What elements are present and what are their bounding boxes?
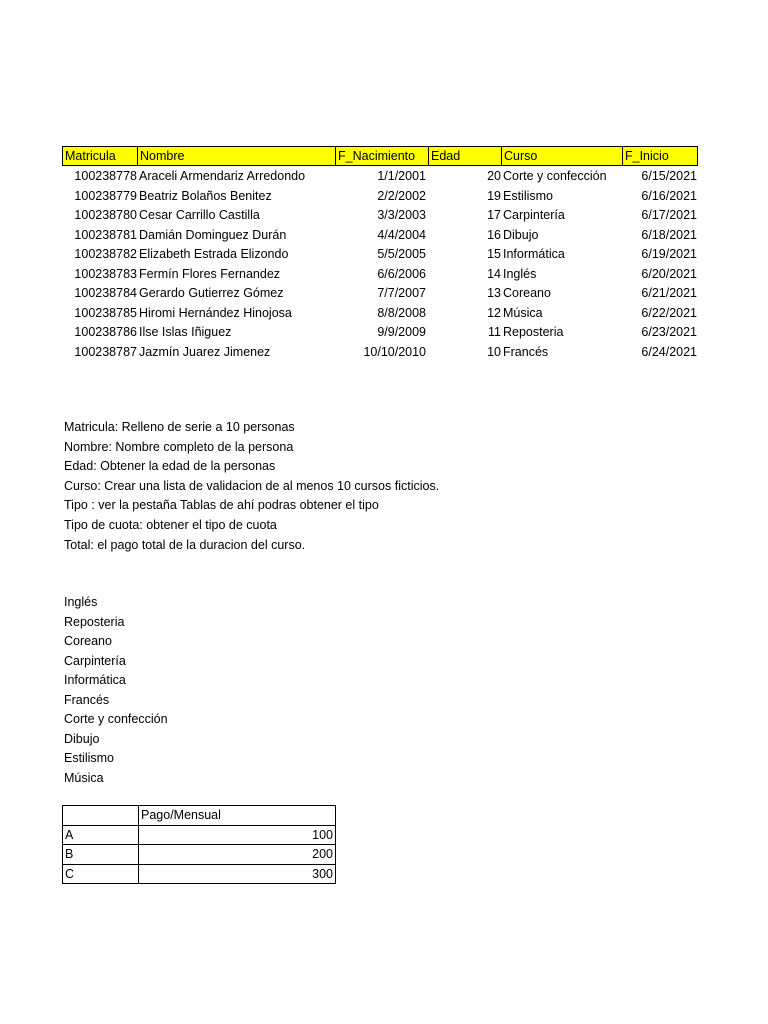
cell-edad[interactable]: 19: [487, 188, 501, 203]
note-line[interactable]: Curso: Crear una lista de validacion de al menos 10 cursos ficticios.: [64, 478, 440, 493]
cell-nombre[interactable]: Fermín Flores Fernandez: [139, 266, 281, 281]
cell-f-inicio[interactable]: 6/19/2021: [641, 247, 697, 261]
note-line[interactable]: Edad: Obtener la edad de la personas: [64, 459, 276, 474]
payment-row: [63, 845, 336, 865]
cell-f-inicio[interactable]: 6/24/2021: [641, 344, 697, 359]
cell-nombre[interactable]: Beatriz Bolaños Benitez: [139, 188, 272, 203]
cell-nombre[interactable]: Ilse Islas Iñiguez: [139, 325, 232, 339]
note-line[interactable]: Matricula: Relleno de serie a 10 personas: [64, 420, 295, 434]
payment-header-row: [63, 806, 336, 826]
cell-nombre[interactable]: Araceli Armendariz Arredondo: [139, 169, 306, 183]
table-row: [62, 206, 698, 226]
header-curso[interactable]: Curso: [502, 147, 623, 165]
cell-matricula[interactable]: 100238787: [74, 344, 137, 359]
table-row: [62, 187, 698, 207]
course-list: [64, 593, 168, 788]
course-item[interactable]: Estilismo: [64, 751, 115, 765]
cell-matricula[interactable]: 100238785: [74, 305, 137, 320]
cell-matricula[interactable]: 100238780: [74, 208, 137, 222]
course-item[interactable]: Reposteria: [64, 614, 125, 629]
table-row: [62, 265, 698, 285]
table-header-row: [62, 146, 698, 166]
instructions: [64, 418, 439, 555]
cell-matricula[interactable]: 100238786: [74, 325, 137, 339]
cell-curso[interactable]: Informática: [503, 247, 565, 261]
note-line[interactable]: Tipo de cuota: obtener el tipo de cuota: [64, 517, 277, 532]
header-f-inicio[interactable]: F_Inicio: [625, 149, 669, 163]
cell-edad[interactable]: 15: [487, 247, 501, 261]
cell-curso[interactable]: Corte y confección: [503, 169, 607, 183]
payment-row: [63, 825, 336, 845]
header-edad[interactable]: Edad: [429, 147, 502, 165]
cell-edad[interactable]: 16: [487, 227, 501, 242]
cell-f-nacimiento[interactable]: 10/10/2010: [363, 344, 426, 359]
note-line[interactable]: Tipo : ver la pestaña Tablas de ahí podras obtener el tipo: [64, 498, 379, 513]
cell-matricula[interactable]: 100238784: [74, 286, 137, 300]
table-row: [62, 304, 698, 324]
cell-matricula[interactable]: 100238781: [74, 227, 137, 242]
cell-nombre[interactable]: Elizabeth Estrada Elizondo: [139, 247, 289, 261]
table-row: [62, 323, 698, 343]
cell-f-nacimiento[interactable]: 8/8/2008: [377, 305, 426, 320]
course-item[interactable]: Francés: [64, 692, 110, 707]
cell-matricula[interactable]: 100238783: [74, 266, 137, 281]
payment-table: [62, 805, 336, 884]
cell-f-inicio[interactable]: 6/18/2021: [641, 227, 697, 242]
header-nombre[interactable]: Nombre: [138, 147, 336, 165]
cell-f-inicio[interactable]: 6/15/2021: [641, 169, 697, 183]
cell-edad[interactable]: 12: [487, 305, 501, 320]
course-item[interactable]: Informática: [64, 673, 126, 687]
cell-curso[interactable]: Música: [503, 305, 543, 320]
cell-nombre[interactable]: Gerardo Gutierrez Gómez: [139, 286, 284, 300]
payment-amount[interactable]: 300: [139, 864, 336, 884]
payment-type[interactable]: C: [63, 864, 139, 884]
table-row: [62, 226, 698, 246]
cell-curso[interactable]: Carpintería: [503, 208, 565, 222]
cell-f-nacimiento[interactable]: 4/4/2004: [377, 227, 426, 242]
cell-f-nacimiento[interactable]: 9/9/2009: [377, 325, 426, 339]
cell-edad[interactable]: 17: [487, 208, 501, 222]
note-line[interactable]: Total: el pago total de la duracion del curso.: [64, 537, 306, 552]
payment-type[interactable]: A: [63, 825, 139, 845]
course-item[interactable]: Corte y confección: [64, 712, 168, 726]
cell-f-inicio[interactable]: 6/16/2021: [641, 188, 697, 203]
cell-f-inicio[interactable]: 6/20/2021: [641, 266, 697, 281]
cell-f-nacimiento[interactable]: 6/6/2006: [377, 266, 426, 281]
payment-amount[interactable]: 100: [139, 825, 336, 845]
cell-curso[interactable]: Reposteria: [503, 325, 564, 339]
table-row: [62, 245, 698, 265]
payment-corner-cell[interactable]: [63, 806, 139, 826]
cell-edad[interactable]: 20: [487, 169, 501, 183]
course-item[interactable]: Inglés: [64, 595, 98, 609]
cell-curso[interactable]: Coreano: [503, 286, 551, 300]
cell-f-inicio[interactable]: 6/23/2021: [641, 325, 697, 339]
cell-nombre[interactable]: Hiromi Hernández Hinojosa: [139, 305, 292, 320]
cell-f-nacimiento[interactable]: 5/5/2005: [377, 247, 426, 261]
cell-edad[interactable]: 10: [487, 344, 501, 359]
cell-edad[interactable]: 11: [488, 325, 501, 339]
cell-curso[interactable]: Inglés: [503, 266, 537, 281]
note-line[interactable]: Nombre: Nombre completo de la persona: [64, 439, 294, 454]
payment-type[interactable]: B: [63, 845, 139, 865]
cell-f-inicio[interactable]: 6/22/2021: [641, 305, 697, 320]
cell-curso[interactable]: Francés: [503, 344, 549, 359]
cell-matricula[interactable]: 100238782: [74, 247, 137, 261]
table-row: [62, 343, 698, 363]
cell-edad[interactable]: 14: [487, 266, 501, 281]
course-item[interactable]: Coreano: [64, 634, 112, 648]
payment-amount[interactable]: 200: [139, 845, 336, 865]
header-f-nacimiento[interactable]: F_Nacimiento: [336, 147, 429, 165]
cell-f-inicio[interactable]: 6/21/2021: [641, 286, 697, 300]
cell-f-nacimiento[interactable]: 2/2/2002: [377, 188, 426, 203]
cell-curso[interactable]: Estilismo: [503, 188, 554, 203]
course-item[interactable]: Dibujo: [64, 731, 100, 746]
payment-header[interactable]: Pago/Mensual: [139, 806, 336, 826]
cell-edad[interactable]: 13: [487, 286, 501, 300]
header-matricula[interactable]: Matricula: [63, 147, 138, 165]
course-item[interactable]: Música: [64, 770, 104, 785]
cell-nombre[interactable]: Damián Dominguez Durán: [139, 227, 287, 242]
cell-nombre[interactable]: Jazmín Juarez Jimenez: [139, 344, 271, 359]
payment-row: [63, 864, 336, 884]
cell-f-inicio[interactable]: 6/17/2021: [641, 208, 697, 222]
cell-matricula[interactable]: 100238779: [74, 188, 137, 203]
cell-matricula[interactable]: 100238778: [74, 169, 137, 183]
table-row: [62, 284, 698, 304]
cell-nombre[interactable]: Cesar Carrillo Castilla: [139, 208, 260, 222]
cell-curso[interactable]: Dibujo: [503, 227, 539, 242]
cell-f-nacimiento[interactable]: 1/1/2001: [377, 169, 426, 183]
course-item[interactable]: Carpintería: [64, 653, 126, 668]
table-row: [62, 167, 698, 187]
cell-f-nacimiento[interactable]: 3/3/2003: [377, 208, 426, 222]
cell-f-nacimiento[interactable]: 7/7/2007: [377, 286, 426, 300]
